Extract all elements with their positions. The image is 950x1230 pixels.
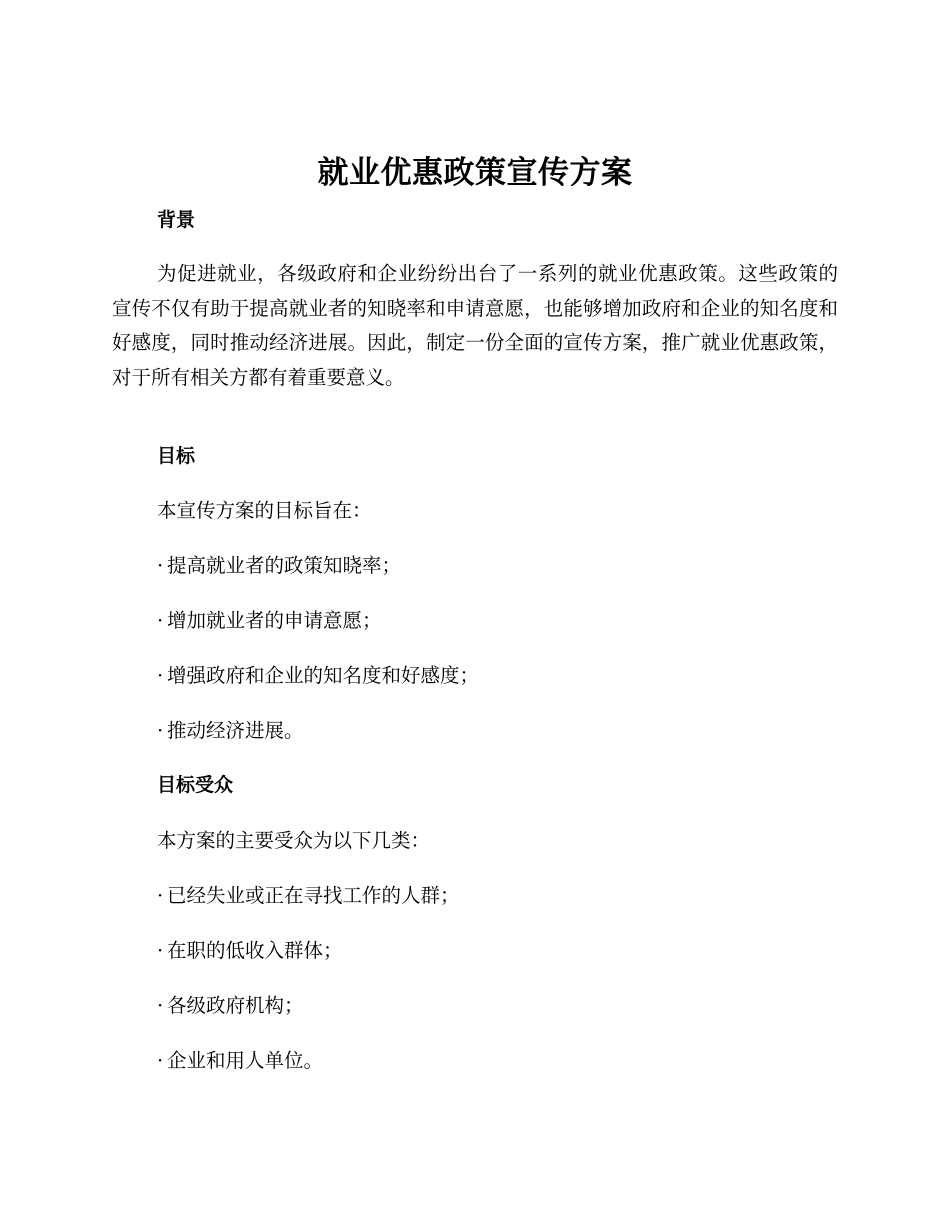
section-heading-goals: 目标 xyxy=(157,445,196,467)
bullet-icon: · xyxy=(157,554,164,577)
background-paragraph: 为促进就业，各级政府和企业纷纷出台了一系列的就业优惠政策。这些政策的宣传不仅有助于提高就业者的知晓率和申请意愿，也能够增加政府和企业的知名度和好感度，同时推动经济进展。因此，制定一份全面的宣传方案，推广就业优惠政策，对于所有相关方都有着重要意义。 xyxy=(112,262,838,389)
bullet-icon: · xyxy=(157,609,164,632)
goals-list-item-text: 增强政府和企业的知名度和好感度； xyxy=(167,664,480,687)
audience-list-item xyxy=(157,991,304,1021)
bullet-icon: · xyxy=(157,939,164,962)
audience-list-item-text: 各级政府机构； xyxy=(167,994,304,1017)
goals-list-item-text: 推动经济进展。 xyxy=(167,719,304,742)
bullet-icon: · xyxy=(157,1049,164,1072)
section-heading-audience: 目标受众 xyxy=(157,774,234,796)
goals-intro: 本宣传方案的目标旨在： xyxy=(157,499,372,522)
goals-list-item-text: 提高就业者的政策知晓率； xyxy=(167,554,402,577)
bullet-icon: · xyxy=(157,664,164,687)
document-title: 就业优惠政策宣传方案 xyxy=(317,155,633,191)
audience-intro: 本方案的主要受众为以下几类： xyxy=(157,829,431,852)
goals-list-item xyxy=(157,551,401,581)
bullet-icon: · xyxy=(157,884,164,907)
audience-list-item xyxy=(157,936,343,966)
goals-list-item xyxy=(157,661,479,691)
goals-list-item xyxy=(157,606,382,636)
bullet-icon: · xyxy=(157,994,164,1017)
goals-list-item-text: 增加就业者的申请意愿； xyxy=(167,609,382,632)
audience-list-item-text: 在职的低收入群体； xyxy=(167,939,343,962)
audience-list-item xyxy=(157,881,460,911)
audience-list-item-text: 已经失业或正在寻找工作的人群； xyxy=(167,884,460,907)
goals-list-item xyxy=(157,716,304,746)
audience-list-item xyxy=(157,1046,323,1076)
section-heading-background: 背景 xyxy=(157,209,196,231)
audience-list-item-text: 企业和用人单位。 xyxy=(167,1049,324,1072)
bullet-icon: · xyxy=(157,719,164,742)
